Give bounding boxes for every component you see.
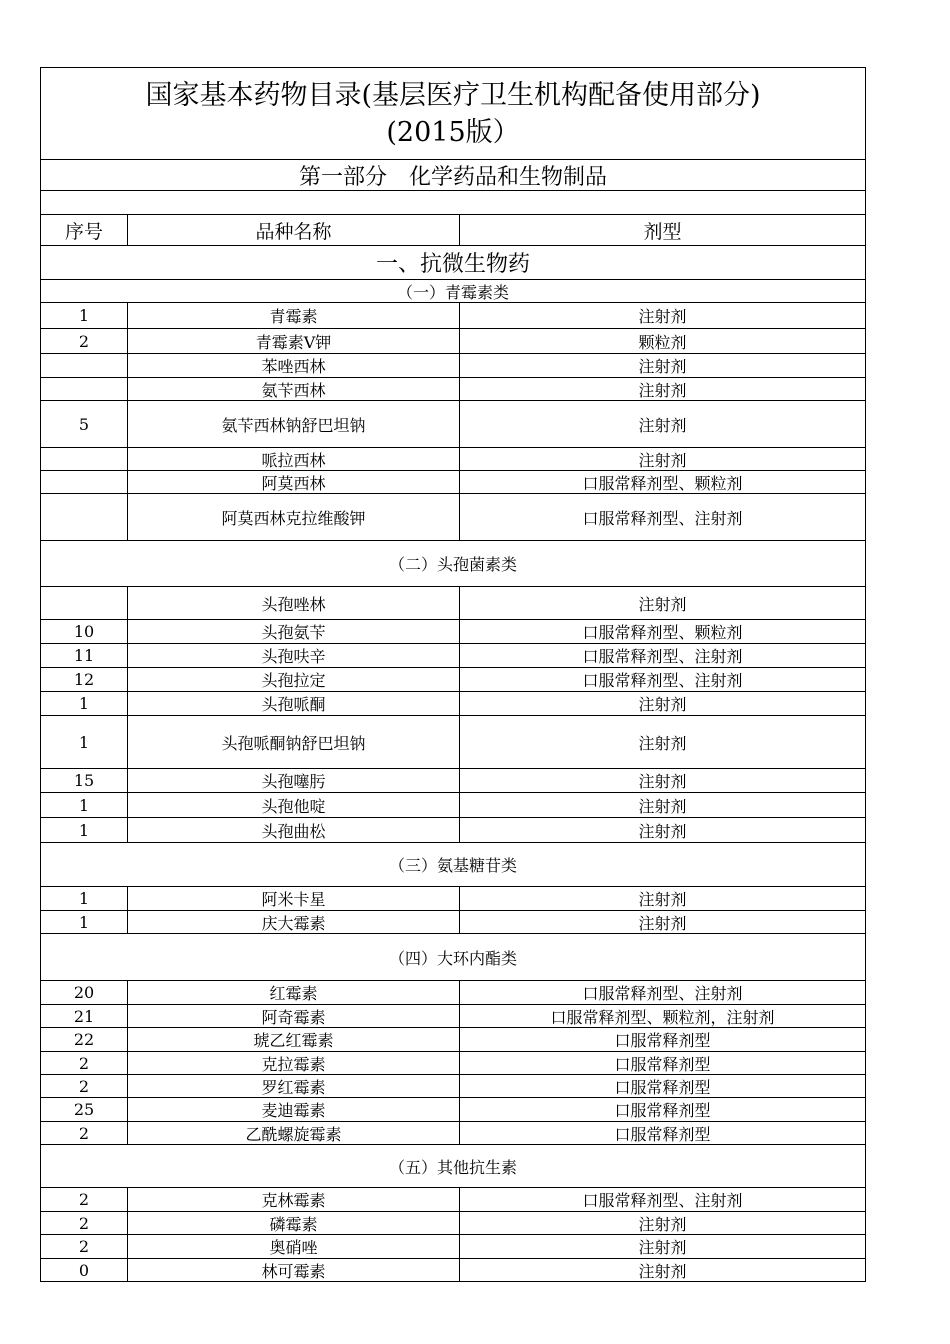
- table-row: [40, 354, 866, 378]
- row-number: 10: [41, 620, 128, 643]
- group-heading-row: [40, 934, 866, 981]
- table-row: [40, 448, 866, 471]
- drug-groups: [40, 280, 866, 1282]
- row-number: 1: [41, 793, 128, 817]
- group-heading: （三）氨基糖苷类: [388, 856, 517, 875]
- drug-name: 阿莫西林克拉维酸钾: [128, 494, 460, 540]
- dosage-form: 注射剂: [638, 450, 687, 470]
- dosage-form: 口服常释剂型、颗粒剂: [582, 623, 743, 642]
- row-number: 5: [41, 401, 128, 447]
- dosage-form: 口服常释剂型、注射剂: [582, 1191, 743, 1210]
- drug-name: 青霉素V钾: [128, 329, 460, 353]
- dosage-form: 注射剂: [638, 1214, 687, 1234]
- col-header-form: 剂型: [643, 220, 682, 243]
- dosage-form: 口服常释剂型: [614, 1101, 711, 1120]
- table-row: [40, 1212, 866, 1235]
- table-row: [40, 887, 866, 911]
- table-row: [40, 644, 866, 668]
- row-number: 1: [41, 887, 128, 910]
- table-row: [40, 329, 866, 354]
- drug-name: 克拉霉素: [128, 1052, 460, 1074]
- dosage-form: 注射剂: [638, 415, 687, 435]
- dosage-form: 注射剂: [638, 357, 687, 376]
- table-row: [40, 793, 866, 818]
- row-number: 1: [41, 716, 128, 768]
- table-row: [40, 818, 866, 843]
- drug-name: 头孢拉定: [128, 668, 460, 691]
- group-heading: （四）大环内酯类: [388, 948, 517, 968]
- row-number: 2: [41, 1212, 128, 1234]
- row-number: 1: [41, 303, 128, 328]
- row-number: 15: [41, 769, 128, 792]
- dosage-form: 口服常释剂型、注射剂: [582, 984, 743, 1003]
- row-number: 2: [41, 1188, 128, 1211]
- dosage-form: 注射剂: [638, 821, 687, 841]
- row-number: 1: [41, 692, 128, 715]
- row-number: [41, 378, 128, 400]
- row-number: 0: [41, 1259, 128, 1281]
- row-number: [41, 471, 128, 493]
- table-row: [40, 668, 866, 692]
- table-row: [40, 1005, 866, 1028]
- dosage-form: 颗粒剂: [638, 332, 687, 352]
- page-title: [41, 68, 865, 159]
- drug-name: 头孢噻肟: [128, 769, 460, 792]
- drug-name: 头孢曲松: [128, 818, 460, 842]
- title-line-2: (2015版）: [386, 116, 520, 148]
- drug-name: 红霉素: [128, 981, 460, 1004]
- row-number: [41, 587, 128, 619]
- row-number: 25: [41, 1098, 128, 1121]
- drug-name: 磷霉素: [128, 1212, 460, 1234]
- dosage-form: 口服常释剂型: [614, 1077, 711, 1097]
- part-heading: 第一部分 化学药品和生物制品: [298, 164, 607, 190]
- group-heading-row: [40, 280, 866, 303]
- section-heading-row: [40, 246, 866, 280]
- table-row: [40, 692, 866, 716]
- drug-name: 乙酰螺旋霉素: [128, 1122, 460, 1144]
- drug-name: 氨苄西林钠舒巴坦钠: [128, 401, 460, 447]
- title-row: [40, 67, 866, 160]
- row-number: 2: [41, 1122, 128, 1144]
- drug-name: 头孢他啶: [128, 793, 460, 817]
- dosage-form: 注射剂: [638, 307, 687, 326]
- dosage-form: 注射剂: [638, 913, 687, 933]
- row-number: 11: [41, 644, 128, 667]
- drug-name: 头孢哌酮: [128, 692, 460, 715]
- drug-name: 阿奇霉素: [128, 1005, 460, 1027]
- dosage-form: 口服常释剂型: [614, 1054, 711, 1074]
- part-heading-row: [40, 160, 866, 191]
- group-heading: （五）其他抗生素: [388, 1157, 517, 1177]
- drug-name: 氨苄西林: [128, 378, 460, 400]
- dosage-form: 注射剂: [638, 733, 687, 753]
- dosage-form: 口服常释剂型: [614, 1124, 711, 1144]
- drug-name: 头孢呋辛: [128, 644, 460, 667]
- table-row: [40, 620, 866, 644]
- row-number: 2: [41, 1052, 128, 1074]
- dosage-form: 口服常释剂型、注射剂: [582, 671, 743, 690]
- table-row: [40, 1028, 866, 1052]
- row-number: 20: [41, 981, 128, 1004]
- dosage-form: 口服常释剂型、颗粒剂: [582, 473, 743, 493]
- dosage-form: 注射剂: [638, 1261, 687, 1281]
- table-row: [40, 1188, 866, 1212]
- group-heading-row: [40, 843, 866, 887]
- spacer-cell: [41, 191, 865, 214]
- row-number: [41, 354, 128, 377]
- table-row: [40, 911, 866, 934]
- drug-name: 头孢氨苄: [128, 620, 460, 643]
- table-row: [40, 1235, 866, 1259]
- title-line-1: 国家基本药物目录(基层医疗卫生机构配备使用部分): [145, 79, 761, 111]
- table-row: [40, 1075, 866, 1098]
- row-number: 21: [41, 1005, 128, 1027]
- row-number: 2: [41, 1075, 128, 1097]
- group-heading-row: [40, 1145, 866, 1188]
- drug-name: 青霉素: [128, 303, 460, 328]
- col-header-no: 序号: [41, 215, 128, 245]
- drug-name: 克林霉素: [128, 1188, 460, 1211]
- table-row: [40, 494, 866, 541]
- table-row: [40, 981, 866, 1005]
- table-row: [40, 471, 866, 494]
- dosage-form: 口服常释剂型、注射剂: [582, 647, 743, 666]
- row-number: 12: [41, 668, 128, 691]
- table-row: [40, 1122, 866, 1145]
- drug-name: 罗红霉素: [128, 1075, 460, 1097]
- table-row: [40, 716, 866, 769]
- drug-name: 琥乙红霉素: [128, 1028, 460, 1051]
- table-row: [40, 587, 866, 620]
- column-header-row: [40, 215, 866, 246]
- drug-name: 林可霉素: [128, 1259, 460, 1281]
- row-number: 2: [41, 1235, 128, 1258]
- spacer-row: [40, 191, 866, 215]
- group-heading: （二）头孢菌素类: [388, 555, 517, 574]
- dosage-form: 口服常释剂型、注射剂: [582, 508, 743, 528]
- row-number: 1: [41, 818, 128, 842]
- drug-name: 阿米卡星: [128, 887, 460, 910]
- drug-name: 头孢唑林: [128, 587, 460, 619]
- dosage-form: 口服常释剂型、颗粒剂，注射剂: [550, 1007, 775, 1027]
- drug-name: 阿莫西林: [128, 471, 460, 493]
- dosage-form: 注射剂: [638, 796, 687, 816]
- table-row: [40, 378, 866, 401]
- dosage-form: 注射剂: [638, 890, 687, 909]
- row-number: 1: [41, 911, 128, 933]
- drug-list-sheet: [40, 67, 866, 1282]
- group-heading-row: [40, 541, 866, 587]
- table-row: [40, 401, 866, 448]
- drug-name: 庆大霉素: [128, 911, 460, 933]
- drug-name: 苯唑西林: [128, 354, 460, 377]
- table-row: [40, 1259, 866, 1282]
- drug-name: 麦迪霉素: [128, 1098, 460, 1121]
- dosage-form: 口服常释剂型: [614, 1031, 711, 1050]
- dosage-form: 注射剂: [638, 1238, 687, 1257]
- table-row: [40, 769, 866, 793]
- dosage-form: 注射剂: [638, 695, 687, 714]
- table-row: [40, 1098, 866, 1122]
- dosage-form: 注射剂: [638, 594, 687, 614]
- drug-name: 奥硝唑: [128, 1235, 460, 1258]
- col-header-name: 品种名称: [128, 215, 460, 245]
- dosage-form: 注射剂: [638, 772, 687, 791]
- row-number: [41, 494, 128, 540]
- group-heading: （一）青霉素类: [396, 282, 509, 302]
- row-number: [41, 448, 128, 470]
- dosage-form: 注射剂: [638, 380, 687, 400]
- section-heading: 一、抗微生物药: [375, 252, 530, 277]
- row-number: 22: [41, 1028, 128, 1051]
- drug-name: 头孢哌酮钠舒巴坦钠: [128, 716, 460, 768]
- table-row: [40, 303, 866, 329]
- drug-name: 哌拉西林: [128, 448, 460, 470]
- row-number: 2: [41, 329, 128, 353]
- table-row: [40, 1052, 866, 1075]
